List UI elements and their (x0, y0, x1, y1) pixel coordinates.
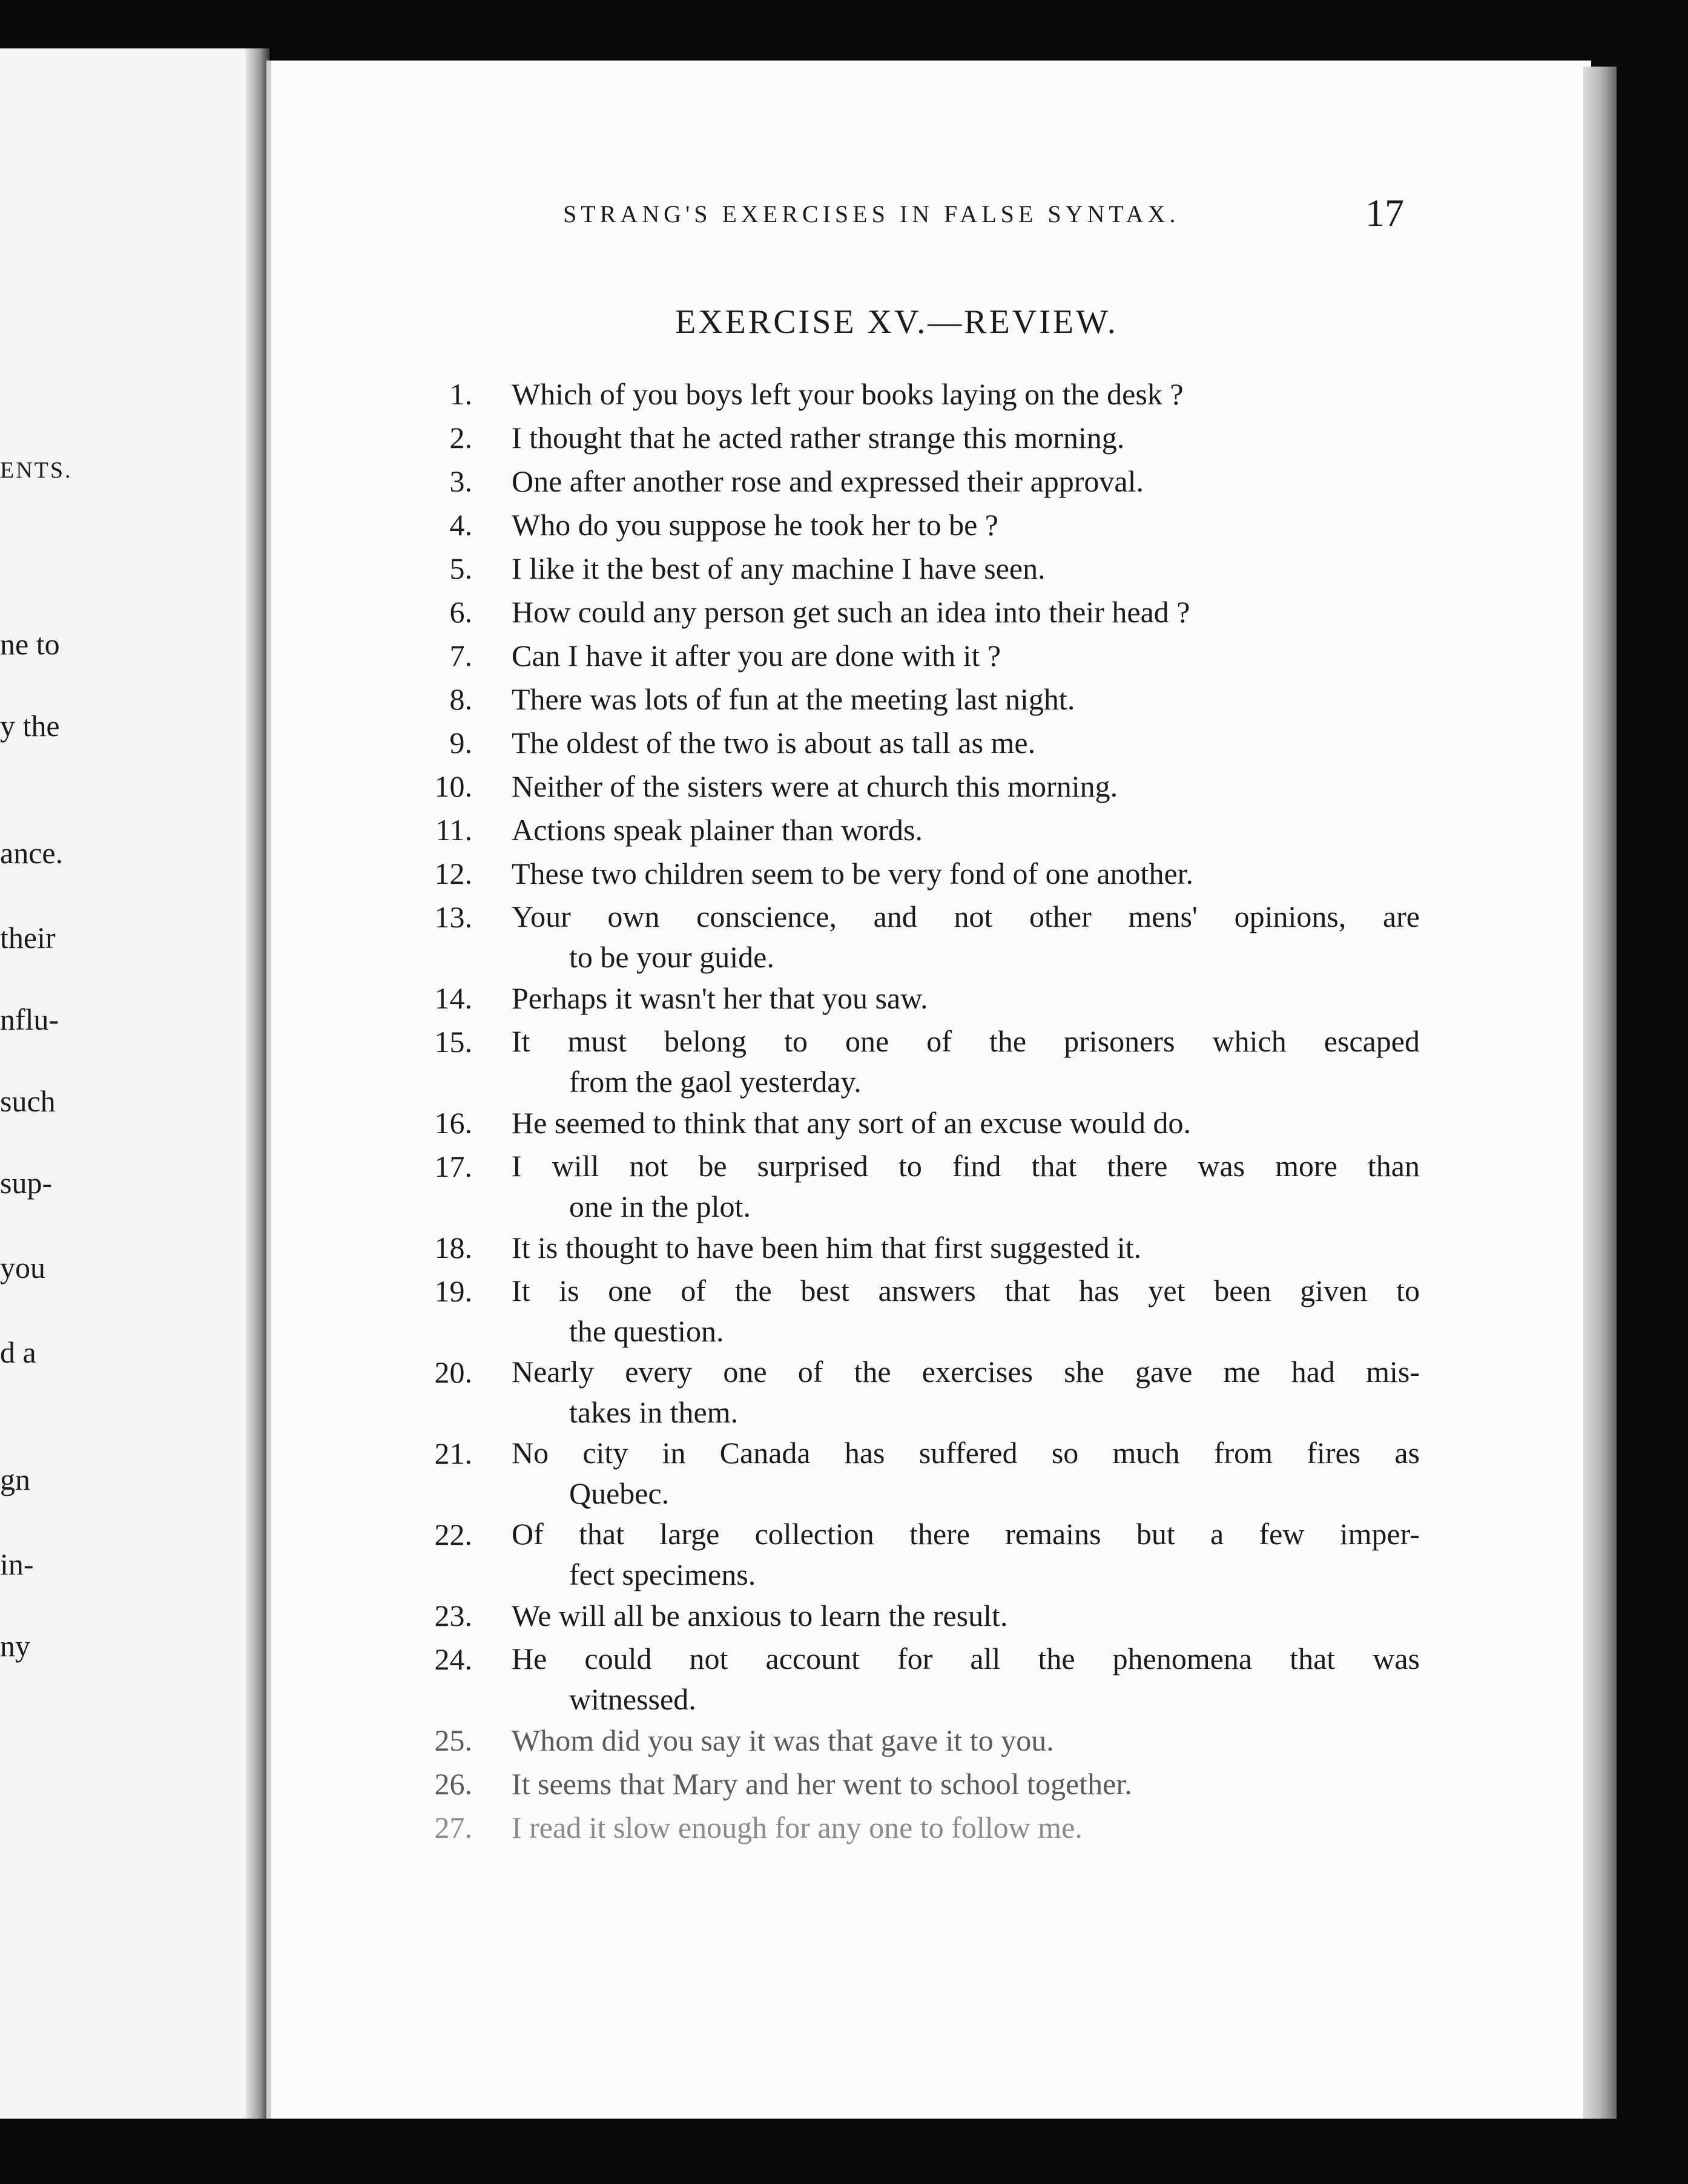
exercise-number: 21. (434, 1436, 472, 1470)
page-number: 17 (1365, 191, 1404, 234)
exercise-item (394, 1226, 1423, 1269)
left-fragment: sup- (0, 1166, 53, 1200)
exercise-number: 7. (449, 639, 472, 673)
exercise-sentence: Of that large collection there remains but a few imper- (512, 1517, 1420, 1551)
exercise-sentence-continuation: witnessed. (569, 1682, 696, 1716)
exercise-sentence: It must belong to one of the prisoners which escaped (512, 1024, 1420, 1058)
exercise-sentence-continuation: fect specimens. (569, 1557, 756, 1591)
exercise-number: 12. (434, 857, 472, 890)
exercise-list (394, 372, 1423, 1849)
exercise-sentence-continuation: Quebec. (569, 1476, 670, 1510)
exercise-item (394, 677, 1423, 721)
exercise-item (394, 590, 1423, 634)
exercise-sentence-continuation: the question. (569, 1314, 724, 1348)
exercise-sentence-continuation: from the gaol yesterday. (569, 1065, 862, 1099)
exercise-item (394, 1513, 1423, 1594)
exercise-number: 16. (434, 1106, 472, 1140)
exercise-number: 26. (434, 1767, 472, 1801)
exercise-sentence: I thought that he acted rather strange this morning. (512, 421, 1125, 455)
exercise-item (394, 372, 1423, 416)
exercise-item (394, 1101, 1423, 1145)
exercise-item (394, 1806, 1423, 1849)
exercise-number: 3. (449, 464, 472, 498)
left-fragment: you (0, 1251, 45, 1284)
exercise-item (394, 721, 1423, 765)
exercise-number: 23. (434, 1599, 472, 1633)
exercise-sentence: Can I have it after you are done with it ? (512, 639, 1001, 673)
exercise-sentence: He could not account for all the phenomena that was (512, 1642, 1420, 1676)
exercise-number: 11. (435, 813, 472, 847)
left-fragment: such (0, 1084, 56, 1118)
exercise-item (394, 808, 1423, 852)
exercise-item (394, 1594, 1423, 1637)
left-fragment: in- (0, 1547, 34, 1581)
exercise-item (394, 1719, 1423, 1762)
exercise-sentence: I read it slow enough for any one to follow me. (512, 1811, 1083, 1844)
exercise-sentence: It is one of the best answers that has yet been given to (512, 1274, 1420, 1307)
exercise-item (394, 1432, 1423, 1513)
exercise-title: EXERCISE XV.—REVIEW. (675, 303, 1118, 341)
exercise-sentence: The oldest of the two is about as tall as me. (512, 726, 1036, 760)
exercise-item (394, 1350, 1423, 1432)
exercise-sentence-continuation: takes in them. (569, 1395, 739, 1429)
exercise-item (394, 503, 1423, 547)
exercise-number: 24. (434, 1642, 472, 1676)
exercise-number: 6. (449, 595, 472, 629)
exercise-number: 2. (449, 421, 472, 455)
left-fragment: y the (0, 709, 60, 743)
left-fragment: d a (0, 1335, 36, 1369)
scan-border (0, 2119, 1688, 2184)
exercise-number: 17. (434, 1150, 472, 1183)
exercise-number: 19. (434, 1274, 472, 1308)
exercise-sentence: One after another rose and expressed their approval. (512, 464, 1144, 498)
left-fragment: nflu- (0, 1002, 59, 1036)
exercise-item (394, 1145, 1423, 1226)
exercise-number: 8. (449, 682, 472, 716)
exercise-item (394, 852, 1423, 895)
exercise-sentence: I will not be surprised to find that there was more than (512, 1149, 1420, 1183)
exercise-item (394, 976, 1423, 1020)
exercise-item (394, 1637, 1423, 1719)
exercise-sentence: No city in Canada has suffered so much from fires as (512, 1436, 1420, 1470)
exercise-sentence: Neither of the sisters were at church this morning. (512, 769, 1118, 803)
exercise-sentence: We will all be anxious to learn the result. (512, 1599, 1008, 1633)
exercise-item (394, 765, 1423, 808)
exercise-number: 25. (434, 1723, 472, 1757)
exercise-item (394, 547, 1423, 590)
exercise-number: 27. (434, 1811, 472, 1844)
exercise-item (394, 459, 1423, 503)
book-gutter (245, 48, 269, 2119)
exercise-number: 18. (434, 1231, 472, 1265)
exercise-number: 9. (449, 726, 472, 760)
exercise-item (394, 895, 1423, 976)
exercise-item (394, 1762, 1423, 1806)
exercise-sentence: Which of you boys left your books laying on the desk ? (512, 377, 1184, 411)
exercise-number: 13. (434, 900, 472, 934)
exercise-sentence-continuation: one in the plot. (569, 1189, 751, 1223)
exercise-number: 15. (434, 1025, 472, 1059)
exercise-number: 4. (449, 508, 472, 542)
exercise-sentence: Your own conscience, and not other mens' opinions, are (512, 900, 1420, 933)
exercise-item (394, 634, 1423, 677)
exercise-sentence: Nearly every one of the exercises she gave me had mis- (512, 1355, 1420, 1389)
running-header: STRANG'S EXERCISES IN FALSE SYNTAX. (563, 200, 1180, 228)
left-fragment: gn (0, 1462, 30, 1496)
exercise-number: 10. (434, 769, 472, 803)
left-fragment: ENTS. (0, 458, 73, 483)
exercise-sentence: Whom did you say it was that gave it to you. (512, 1723, 1054, 1757)
left-fragment: ny (0, 1629, 30, 1663)
left-fragment: their (0, 921, 56, 955)
exercise-sentence-continuation: to be your guide. (569, 940, 774, 974)
left-page (0, 48, 257, 2119)
exercise-sentence: Perhaps it wasn't her that you saw. (512, 981, 928, 1015)
exercise-number: 14. (434, 981, 472, 1015)
exercise-sentence: Actions speak plainer than words. (512, 813, 923, 847)
exercise-item (394, 1020, 1423, 1101)
exercise-sentence: These two children seem to be very fond of one another. (512, 857, 1194, 890)
exercise-sentence: There was lots of fun at the meeting last night. (512, 682, 1075, 716)
exercise-sentence: How could any person get such an idea into their head ? (512, 595, 1190, 629)
exercise-item (394, 1269, 1423, 1350)
exercise-item (394, 416, 1423, 459)
left-fragment: ance. (0, 836, 64, 870)
exercise-sentence: Who do you suppose he took her to be ? (512, 508, 999, 542)
exercise-sentence: I like it the best of any machine I have seen. (512, 551, 1046, 585)
exercise-number: 1. (449, 377, 472, 411)
exercise-number: 20. (434, 1355, 472, 1389)
left-page-text-fragments (0, 48, 254, 2119)
exercise-number: 5. (449, 551, 472, 585)
page-edge (1583, 67, 1617, 2125)
exercise-sentence: He seemed to think that any sort of an excuse would do. (512, 1106, 1191, 1140)
exercise-sentence: It seems that Mary and her went to school together. (512, 1767, 1132, 1801)
exercise-sentence: It is thought to have been him that first suggested it. (512, 1231, 1142, 1265)
exercise-number: 22. (434, 1518, 472, 1551)
left-fragment: ne to (0, 627, 60, 661)
